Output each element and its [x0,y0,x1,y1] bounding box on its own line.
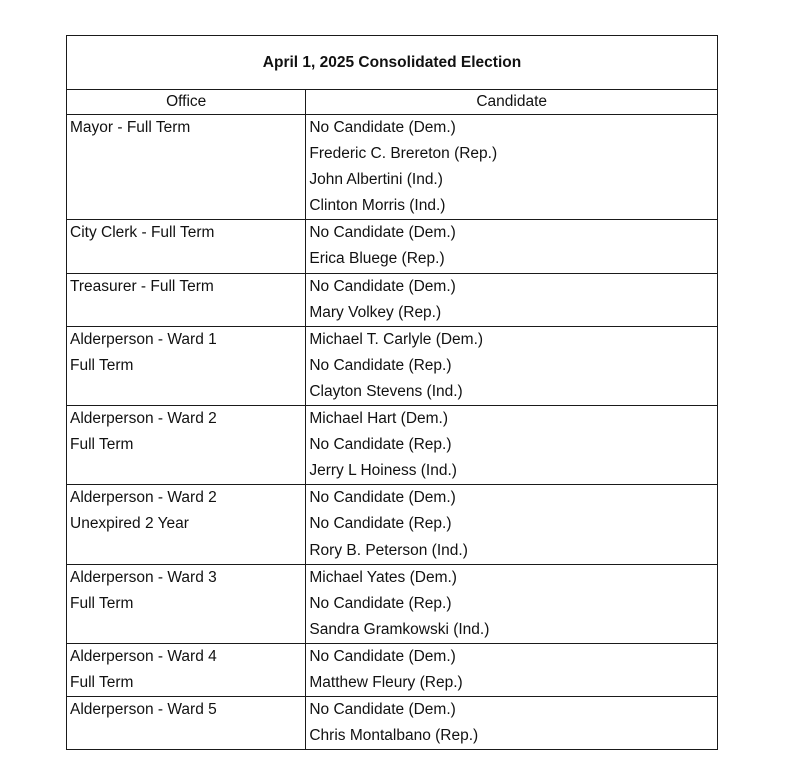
candidates-cell [306,697,718,750]
office-cell [67,326,306,405]
table-row [67,485,718,564]
office-name: Alderperson - Ward 5 [70,701,217,719]
candidate-name: No Candidate (Dem.) [309,224,456,242]
table-row [67,273,718,326]
office-name: Mayor - Full Term [70,119,191,136]
candidates-cell [306,564,718,643]
office-name: Unexpired 2 Year [70,515,189,533]
candidate-name: No Candidate (Dem.) [309,647,456,665]
office-name: Alderperson - Ward 4 [70,647,217,665]
title-row [67,36,718,90]
candidates-cell [306,326,718,405]
candidate-name: John Albertini (Ind.) [309,171,443,189]
table-row [67,220,718,273]
candidate-name: No Candidate (Dem.) [309,119,456,136]
candidate-name: No Candidate (Dem.) [309,277,456,295]
table-row [67,643,718,696]
candidate-name: Jerry L Hoiness (Ind.) [309,462,457,480]
candidate-name: No Candidate (Rep.) [309,594,452,612]
office-name: Alderperson - Ward 3 [70,568,217,586]
candidate-name: No Candidate (Rep.) [309,436,452,454]
candidate-name: Erica Bluege (Rep.) [309,250,445,268]
office-name: Alderperson - Ward 2 [70,410,217,428]
table-row [67,697,718,750]
candidate-name: Matthew Fleury (Rep.) [309,673,463,691]
office-name: Treasurer - Full Term [70,277,214,295]
candidate-name: Clinton Morris (Ind.) [309,197,446,215]
candidate-name: Frederic C. Brereton (Rep.) [309,145,498,163]
table-body [67,115,718,750]
candidate-name: No Candidate (Rep.) [309,356,452,374]
office-name: Full Term [70,436,134,454]
office-cell [67,485,306,564]
table-row [67,326,718,405]
office-name: Full Term [70,673,134,691]
candidate-name: Michael Hart (Dem.) [309,410,449,428]
candidates-cell [306,115,718,220]
candidate-name: Michael Yates (Dem.) [309,568,457,586]
office-name: Full Term [70,594,134,612]
candidate-name: Chris Montalbano (Rep.) [309,727,479,745]
candidate-name: Michael T. Carlyle (Dem.) [309,330,484,348]
candidates-cell [306,643,718,696]
office-name: City Clerk - Full Term [70,224,215,242]
table-row [67,406,718,485]
office-cell [67,115,306,220]
office-cell [67,697,306,750]
office-cell [67,406,306,485]
candidate-name: Mary Volkey (Rep.) [309,303,442,321]
office-name: Alderperson - Ward 1 [70,330,217,348]
office-name: Alderperson - Ward 2 [70,489,217,507]
election-table [66,35,718,750]
office-column-header: Office [67,90,306,115]
office-cell [67,564,306,643]
office-name: Full Term [70,356,134,374]
candidate-name: Sandra Gramkowski (Ind.) [309,620,490,638]
office-cell [67,273,306,326]
candidates-cell [306,485,718,564]
candidates-cell [306,220,718,273]
candidate-name: Rory B. Peterson (Ind.) [309,541,468,559]
office-cell [67,220,306,273]
office-cell [67,643,306,696]
table-row [67,564,718,643]
candidates-cell [306,273,718,326]
table-title: April 1, 2025 Consolidated Election [67,36,718,90]
candidate-name: No Candidate (Dem.) [309,701,456,719]
table-row [67,115,718,220]
candidate-name: No Candidate (Rep.) [309,515,452,533]
candidate-name: No Candidate (Dem.) [309,489,456,507]
candidate-column-header: Candidate [306,90,718,115]
candidates-cell [306,406,718,485]
candidate-name: Clayton Stevens (Ind.) [309,382,463,400]
header-row [67,90,718,115]
